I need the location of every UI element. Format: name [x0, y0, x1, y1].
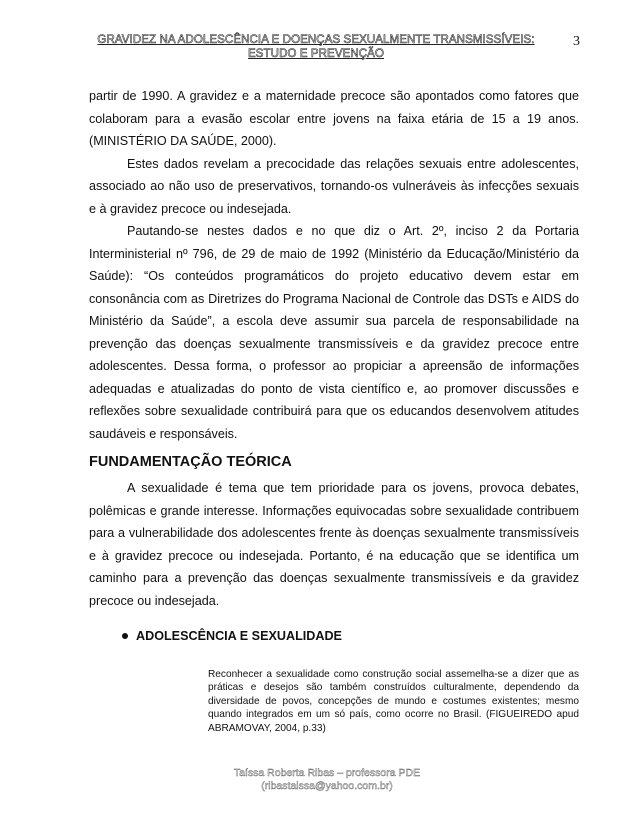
section-heading: FUNDAMENTAÇÃO TEÓRICA — [89, 454, 292, 470]
footer-email: (ribastaissa@yahoo.com.br) — [261, 780, 393, 792]
paragraph-data-revelation: Estes dados revelam a precocidade das relações sexuais entre adolescentes, associado ao não uso de preservativos, tornando-os vulneráveis às infecções sexuais e à gravidez precoce ou indesejada. — [89, 156, 579, 216]
subsection-title: ADOLESCÊNCIA E SEXUALIDADE — [136, 629, 342, 643]
footer-author: Taíssa Roberta Ribas – professora PDE — [233, 767, 421, 779]
subsection-heading — [122, 629, 342, 643]
paragraph-continuation: partir de 1990. A gravidez e a maternidade precoce são apontados como fatores que colaboram para a evasão escolar entre jovens na faixa etária de 15 a 19 anos. (MINISTÉRIO DA SAÚDE, 2000). — [89, 89, 579, 148]
page-footer — [200, 767, 454, 793]
running-header — [96, 33, 536, 61]
header-title-line-1: GRAVIDEZ NA ADOLESCÊNCIA E DOENÇAS SEXUALMENTE TRANSMISSÍVEIS: — [97, 34, 535, 46]
section-paragraph: A sexualidade é tema que tem prioridade para os jovens, provoca debates, polêmicas e grande interesse. Informações equivocadas sobre sexualidade contribuem para a vulnerabilidade dos adolescentes frente às doenças sexualmente transmissíveis e à gravidez precoce ou indesejada. Portanto, é na educação que se identifica um caminho para a prevenção das doenças sexualmente transmissíveis e da gravidez precoce ou indesejada. — [89, 481, 579, 608]
page-number: 3 — [573, 34, 580, 49]
block-quote: Reconhecer a sexualidade como construção social assemelha-se a dizer que as práticas e desejos são também construídos culturalmente, dependendo da diversidade de povos, concepções de mundo e costumes existentes; mesmo quando integrados em um só país, como ocorre no Brasil. (FIGUEIREDO apud ABRAMOVAY, 2004, p.33) — [208, 669, 579, 734]
section-body — [89, 477, 579, 612]
intro-text — [89, 85, 579, 445]
header-title-line-2: ESTUDO E PREVENÇÃO — [248, 48, 384, 60]
paragraph-portaria: Pautando-se nestes dados e no que diz o Art. 2º, inciso 2 da Portaria Interministerial nº 796, de 29 de maio de 1992 (Ministério da Educação/Ministério da Saúde): “Os conteúdos programáticos do projeto educativo devem estar em consonância com as Diretrizes do Programa Nacional de Controle das DSTs e AIDS do Ministério da Saúde”, a escola deve assumir sua parcela de responsabilidade na prevenção das doenças sexualmente transmissíveis e da gravidez precoce entre adolescentes. Dessa forma, o professor ao propiciar a apreensão de informações adequadas e atualizadas do ponto de vista científico e, ao promover discussões e reflexões sobre sexualidade contribuirá para que os educandos desenvolvem atitudes saudáveis e responsáveis. — [89, 224, 579, 441]
bullet-icon — [122, 633, 128, 639]
